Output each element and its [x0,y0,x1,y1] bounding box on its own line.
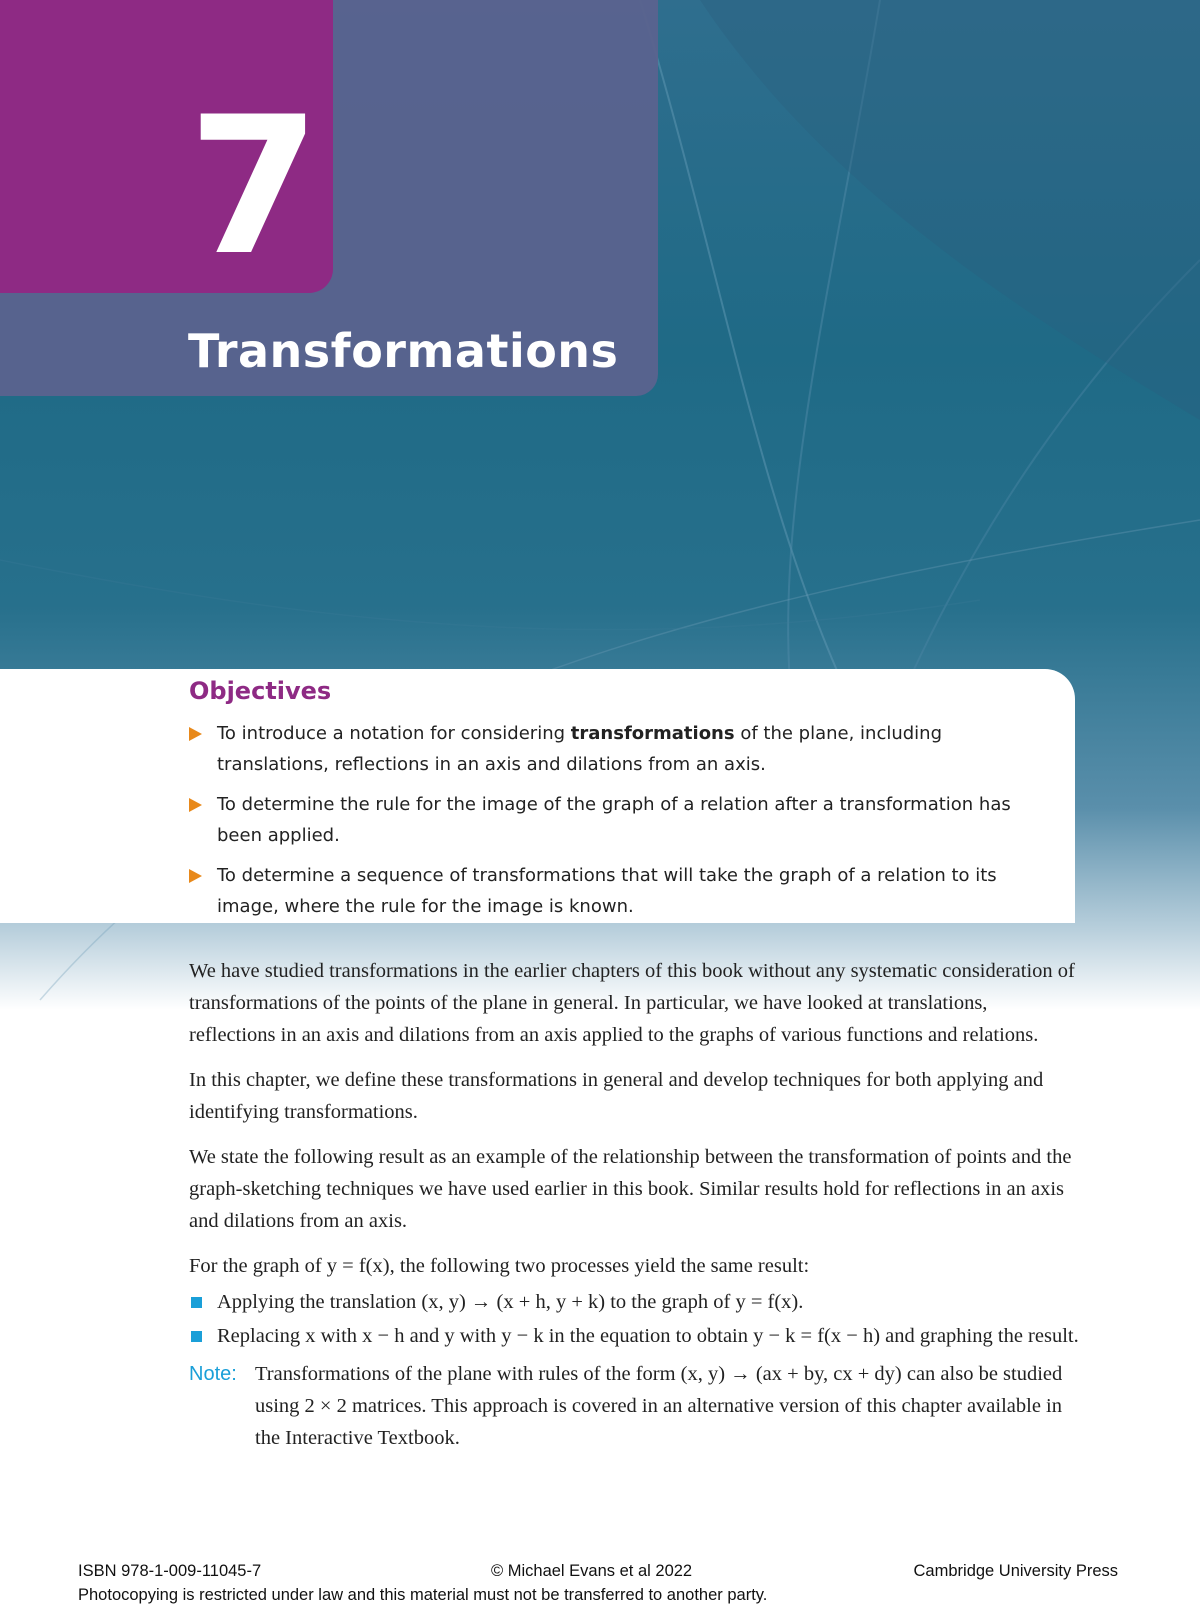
square-bullet-icon [191,1297,202,1308]
triangle-bullet-icon [189,869,202,883]
objective-text: of the plane, including translations, reflections in an axis and dilations from an axis. [217,723,943,775]
note-label: Note: [189,1363,237,1385]
square-bullet-icon [191,1331,202,1342]
process-list [189,1286,1079,1352]
note [189,1358,1079,1454]
chapter-title: Transformations [188,324,619,378]
intro-paragraph: We state the following result as an example of the relationship between the transformation of points and the graph-sketching techniques we have used earlier in this book. Similar results hold for reflections in an axis and dilations from an axis. [189,1146,1072,1232]
process-text: Replacing x with x − h and y with y − k in the equation to obtain y − k = f(x − h) and graphing the result. [217,1325,1079,1347]
objective-item [189,789,1049,851]
intro-paragraph: For the graph of y = f(x), the following two processes yield the same result: [189,1255,810,1277]
chapter-introduction [189,955,1079,1454]
objective-text: To determine a sequence of transformations that will take the graph of a relation to its image, where the rule for the image is known. [217,865,997,917]
chapter-number: 7 [188,76,321,297]
objectives-list [189,718,1049,931]
footer-row [78,1562,1118,1584]
triangle-bullet-icon [189,727,202,741]
intro-paragraph: We have studied transformations in the earlier chapters of this book without any systematic consideration of transformations of the points of the plane in general. In particular, we have looked at translations, reflections in an axis and dilations from an axis applied to the graphs of various functions and relations. [189,960,1075,1046]
objective-item [189,860,1049,922]
footer-publisher: Cambridge University Press [913,1562,1118,1580]
process-text: Applying the translation (x, y) → (x + h, y + k) to the graph of y = f(x). [217,1291,804,1313]
process-item [189,1286,1079,1318]
objective-item [189,718,1049,780]
note-text: Transformations of the plane with rules of the form (x, y) → (ax + by, cx + dy) can also be studied using 2 × 2 matrices. This approach is covered in an alternative version of this chapter available in the Interactive Textbook. [255,1363,1063,1449]
page-footer [78,1562,1118,1605]
footer-notice: Photocopying is restricted under law and this material must not be transferred to another party. [78,1586,768,1604]
footer-copyright: © Michael Evans et al 2022 [491,1562,693,1580]
process-item [189,1320,1079,1352]
footer-isbn: ISBN 978-1-009-11045-7 [78,1562,262,1580]
triangle-bullet-icon [189,798,202,812]
objective-bold-term: transformations [570,723,735,744]
objective-text: To determine the rule for the image of the graph of a relation after a transformation has been applied. [217,794,1011,846]
objectives-heading: Objectives [189,677,332,705]
objective-text: To introduce a notation for considering [217,723,571,744]
intro-paragraph: In this chapter, we define these transformations in general and develop techniques for both applying and identifying transformations. [189,1069,1044,1123]
